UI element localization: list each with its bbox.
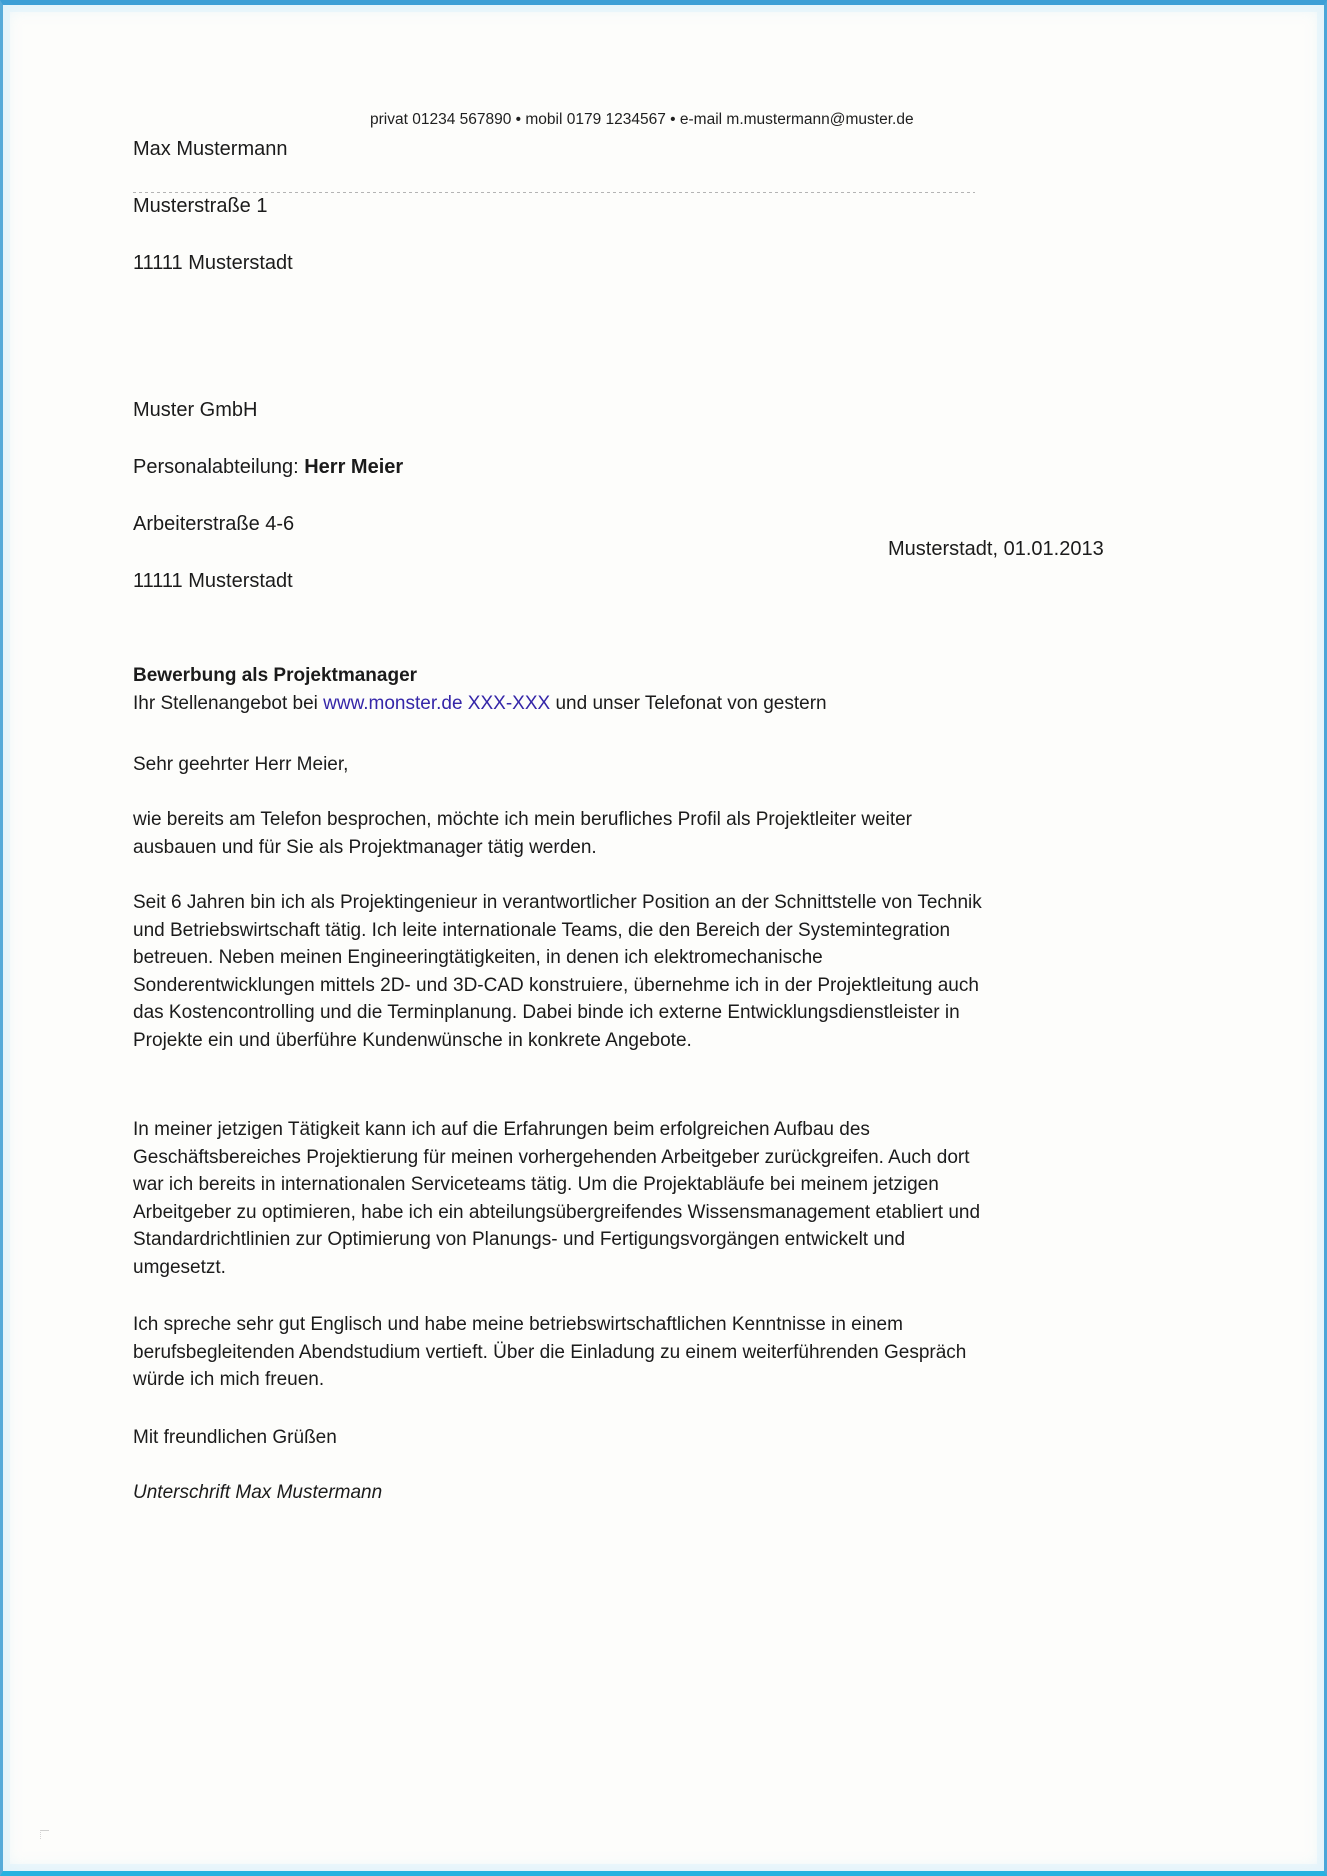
recipient-company: Muster GmbH [133,398,258,421]
body-paragraph-1: wie bereits am Telefon besprochen, möchte ich mein berufliches Profil als Projektleiter weiter ausbauen und für Sie als Projektmanager tätig werden. [133,809,913,858]
date-line: Musterstadt, 01.01.2013 [888,538,1104,560]
sender-name: Max Mustermann [133,137,288,160]
dashed-separator [133,192,975,194]
body-paragraph-4: Ich spreche sehr gut Englisch und habe meine betriebswirtschaftlichen Kenntnisse in einem berufsbegleitenden Abendstudium vertieft. Über die Einladung zu einem weiterführenden Gespräch würde ich mich freuen. [133,1314,967,1390]
recipient-department-line [133,453,403,482]
subject-reference-suffix: und unser Telefonat von gestern [550,692,827,714]
subject-reference-prefix: Ihr Stellenangebot bei [133,692,324,714]
body-paragraph-3: In meiner jetzigen Tätigkeit kann ich auf die Erfahrungen beim erfolgreichen Aufbau des Geschäftsbereiches Projektierung für meinen vorhergehenden Arbeitgeber zurückgreifen. Auch dort war ich bereits in internationalen Serviceteams tätig. Um die Projektabläufe bei meinem jetzigen Arbeitgeber zu optimieren, habe ich ein abteilungsübergreifendes Wissensmanagement etabliert und Standardrichtlinien zur Optimierung von Planungs- und Fertigungsvorgängen entwickelt und umgesetzt. [133,1119,981,1278]
contact-info-line: privat 01234 567890 • mobil 0179 1234567 • e-mail m.mustermann@muster.de [370,111,914,128]
recipient-department-prefix: Personalabteilung: [133,455,305,478]
closing-line: Mit freundlichen Grüßen [133,1427,337,1448]
sender-address-block [133,106,293,306]
signature-line: Unterschrift Max Mustermann [133,1482,383,1503]
recipient-address-block [133,367,403,624]
recipient-contact-person: Herr Meier [304,455,404,478]
subject-title: Bewerbung als Projektmanager [133,665,418,686]
sender-street: Musterstraße 1 [133,194,268,217]
subject-reference-line [133,690,989,718]
subject-block [133,662,989,717]
recipient-street: Arbeiterstraße 4-6 [133,512,295,535]
sender-city: 11111 Musterstadt [133,251,293,274]
salutation: Sehr geehrter Herr Meier, [133,754,349,775]
scan-artifact [40,1830,49,1839]
monster-job-link[interactable]: www.monster.de XXX-XXX [323,692,551,714]
recipient-city: 11111 Musterstadt [133,569,293,592]
body-paragraph-2: Seit 6 Jahren bin ich als Projektingenieur in verantwortlicher Position an der Schnittstelle von Technik und Betriebswirtschaft tätig. Ich leite internationale Teams, die den Bereich der Systemintegration betreuen. Neben meinen Engineeringtätigkeiten, in denen ich elektromechanische Sonderentwicklungen mittels 2D- und 3D-CAD konstruiere, übernehme ich in der Projektleitung auch das Kostencontrolling und die Terminplanung. Dabei binde ich externe Entwicklungsdienstleister in Projekte ein und überführe Kundenwünsche in konkrete Angebote. [133,892,982,1051]
